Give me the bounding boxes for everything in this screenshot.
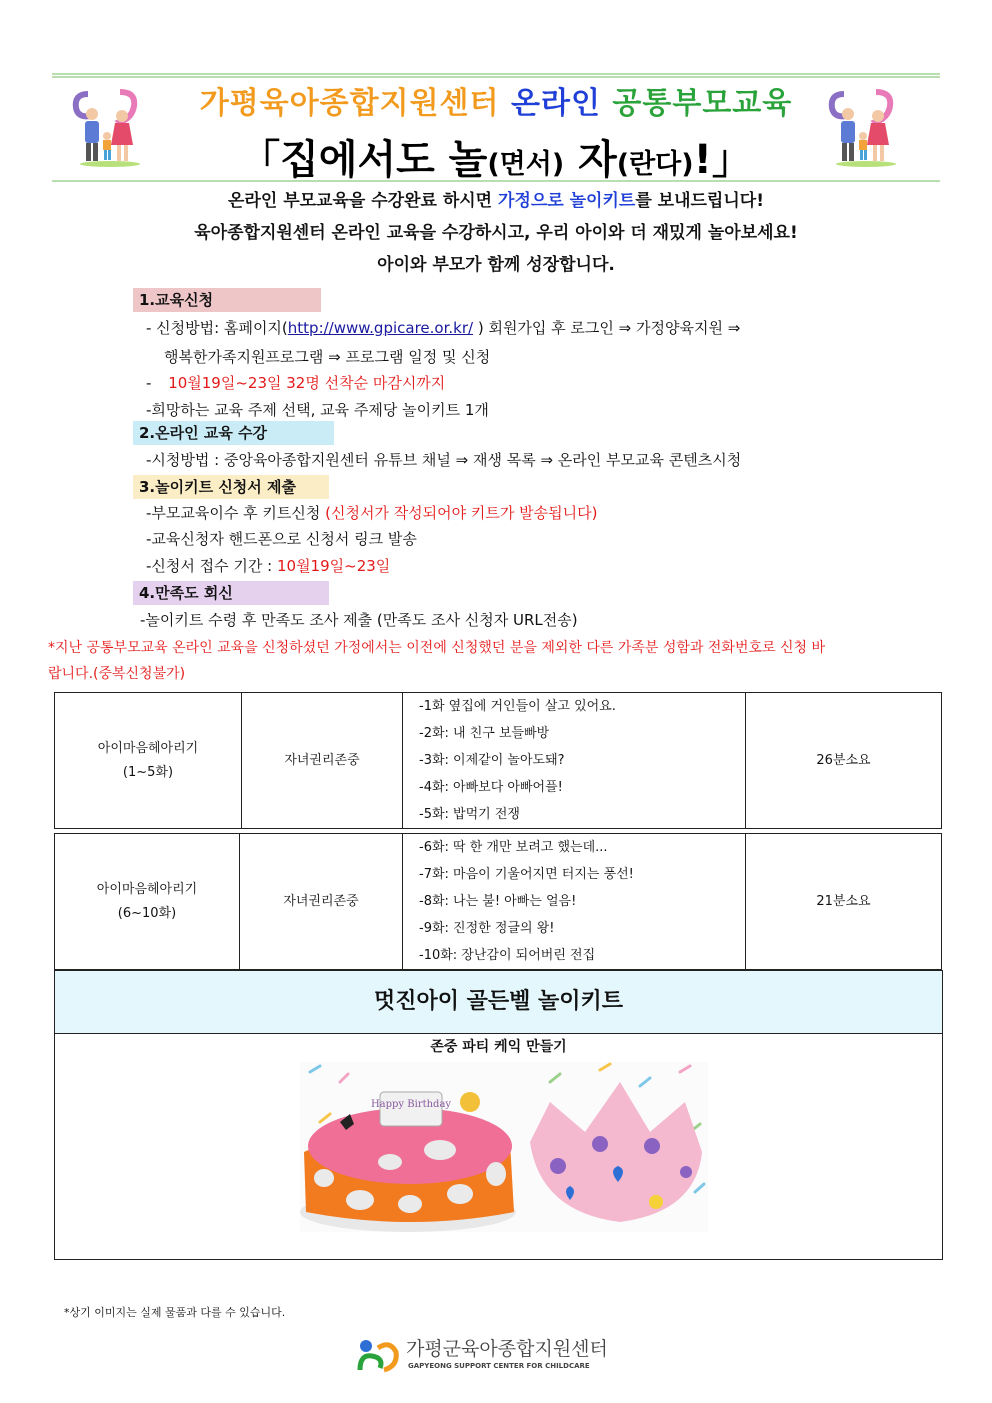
list-item: -2화: 내 친구 보들빠방 bbox=[419, 726, 550, 741]
section-4-heading: 4.만족도 회신 bbox=[133, 581, 329, 605]
program-episodes-range: (1~5화) bbox=[122, 764, 174, 780]
program-table-1 bbox=[54, 692, 942, 829]
logo-name-en: GAPYEONG SUPPORT CENTER FOR CHILDCARE bbox=[408, 1362, 590, 1370]
program-theme-cell: 자녀권리존중 bbox=[242, 693, 403, 829]
list-item: -8화: 나는 불! 아빠는 얼음! bbox=[419, 894, 577, 909]
program-episodes-range: (6~10화) bbox=[117, 905, 177, 921]
list-item: -10화: 장난감이 되어버린 전집 bbox=[419, 948, 596, 963]
kit-apply-line bbox=[146, 502, 597, 523]
main-title-part: 「집에서도 놀 bbox=[240, 137, 488, 183]
program-duration-cell: 21분소요 bbox=[746, 834, 942, 970]
section-1-heading: 1.교육신청 bbox=[133, 288, 321, 312]
kit-period-label: -신청서 접수 기간 : bbox=[146, 557, 277, 575]
logo-icon bbox=[356, 1336, 400, 1376]
list-item: -1화 옆집에 거인들이 살고 있어요. bbox=[419, 699, 616, 714]
intro-line-1 bbox=[0, 186, 992, 211]
main-title-part: !」 bbox=[693, 137, 752, 183]
program-name: 아이마음헤아리기 bbox=[96, 881, 198, 897]
title-common-parent-edu: 공통부모교육 bbox=[612, 86, 793, 121]
kit-period-date: 10월19일~23일 bbox=[276, 557, 391, 575]
header-title bbox=[0, 78, 992, 122]
list-item: -9화: 진정한 정글의 왕! bbox=[419, 921, 555, 936]
program-name: 아이마음헤아리기 bbox=[97, 740, 199, 756]
cake-topper-text: Happy Birthday bbox=[370, 1099, 452, 1110]
program-duration-cell: 26분소요 bbox=[746, 693, 942, 829]
kit-period-line bbox=[146, 555, 390, 576]
apply-date-prefix: - bbox=[146, 374, 157, 392]
kit-subtitle: 존중 파티 케익 만들기 bbox=[430, 1039, 567, 1055]
main-title bbox=[0, 128, 992, 185]
episode-list bbox=[403, 834, 746, 970]
list-item: -4화: 아빠보다 아빠어플! bbox=[419, 780, 563, 795]
apply-method-path: 행복한가족지원프로그램 ⇒ 프로그램 일정 및 신청 bbox=[164, 348, 491, 366]
program-table-2 bbox=[54, 833, 942, 970]
title-online: 온라인 bbox=[510, 86, 601, 121]
program-name-cell bbox=[55, 693, 242, 829]
main-title-part: 자 bbox=[564, 137, 617, 183]
main-title-small: (면서) bbox=[487, 149, 565, 180]
episode-list bbox=[403, 693, 746, 829]
program-theme-cell: 자녀권리존중 bbox=[240, 834, 403, 970]
notice-line-1: *지난 공통부모교육 온라인 교육을 신청하셨던 가정에서는 이전에 신청했던 분을 제외한 다른 가족분 성함과 전화번호로 신청 바 bbox=[48, 640, 825, 656]
apply-date bbox=[146, 372, 445, 393]
logo-name-kr: 가평군육아종합지원센터 bbox=[406, 1338, 608, 1360]
kit-link-line: -교육신청자 핸드폰으로 신청서 링크 발송 bbox=[146, 530, 417, 548]
watch-method: -시청방법 : 중앙육아종합지원센터 유튜브 채널 ⇒ 재생 목록 ⇒ 온라인 부모교육 콘텐츠시청 bbox=[146, 451, 742, 469]
intro-line-2: 육아종합지원센터 온라인 교육을 수강하시고, 우리 아이와 더 재밌게 놀아보세요! bbox=[194, 223, 798, 243]
apply-topic: -희망하는 교육 주제 선택, 교육 주제당 놀이키트 1개 bbox=[146, 401, 489, 419]
list-item: -6화: 딱 한 개만 보려고 했는데... bbox=[419, 840, 608, 855]
main-title-small: (란다) bbox=[616, 149, 694, 180]
survey-line: -놀이키트 수령 후 만족도 조사 제출 (만족도 조사 신청자 URL전송) bbox=[140, 611, 578, 629]
program-name-cell bbox=[55, 834, 240, 970]
kit-apply-warning: (신청서가 작성되어야 키트가 발송됩니다) bbox=[325, 504, 598, 522]
intro-text: 를 보내드립니다! bbox=[635, 191, 764, 211]
list-item: -3화: 이제같이 놀아도돼? bbox=[419, 753, 565, 768]
apply-method-text: ) 회원가입 후 로그인 ⇒ 가정양육지원 ⇒ bbox=[473, 319, 741, 337]
kit-title: 멋진아이 골든벨 놀이키트 bbox=[55, 971, 942, 1034]
list-item: -5화: 밥먹기 전쟁 bbox=[419, 807, 520, 822]
intro-text: 온라인 부모교육을 수강완료 하시면 bbox=[228, 191, 499, 211]
list-item: -7화: 마음이 기울어지면 터지는 풍선! bbox=[419, 867, 634, 882]
section-2-heading: 2.온라인 교육 수강 bbox=[133, 421, 334, 445]
apply-method-text: - 신청방법: 홈페이지( bbox=[146, 319, 288, 337]
title-center-name: 가평육아종합지원센터 bbox=[199, 86, 500, 121]
top-divider bbox=[52, 73, 940, 75]
section-3-heading: 3.놀이키트 신청서 제출 bbox=[133, 475, 329, 499]
apply-method bbox=[146, 317, 740, 338]
center-logo bbox=[356, 1334, 608, 1378]
image-disclaimer: *상기 이미지는 실제 물품과 다를 수 있습니다. bbox=[64, 1306, 286, 1319]
notice-line-2: 랍니다.(중복신청불가) bbox=[48, 666, 186, 682]
intro-highlight: 가정으로 놀이키트 bbox=[498, 191, 636, 211]
kit-apply-text: -부모교육이수 후 키트신청 bbox=[146, 504, 326, 522]
intro-line-3: 아이와 부모가 함께 성장합니다. bbox=[377, 255, 615, 275]
kit-photo bbox=[300, 1062, 708, 1232]
apply-date-text: 10월19일~23일 32명 선착순 마감시까지 bbox=[168, 374, 446, 392]
homepage-link[interactable]: http://www.gpicare.or.kr/ bbox=[287, 319, 474, 337]
